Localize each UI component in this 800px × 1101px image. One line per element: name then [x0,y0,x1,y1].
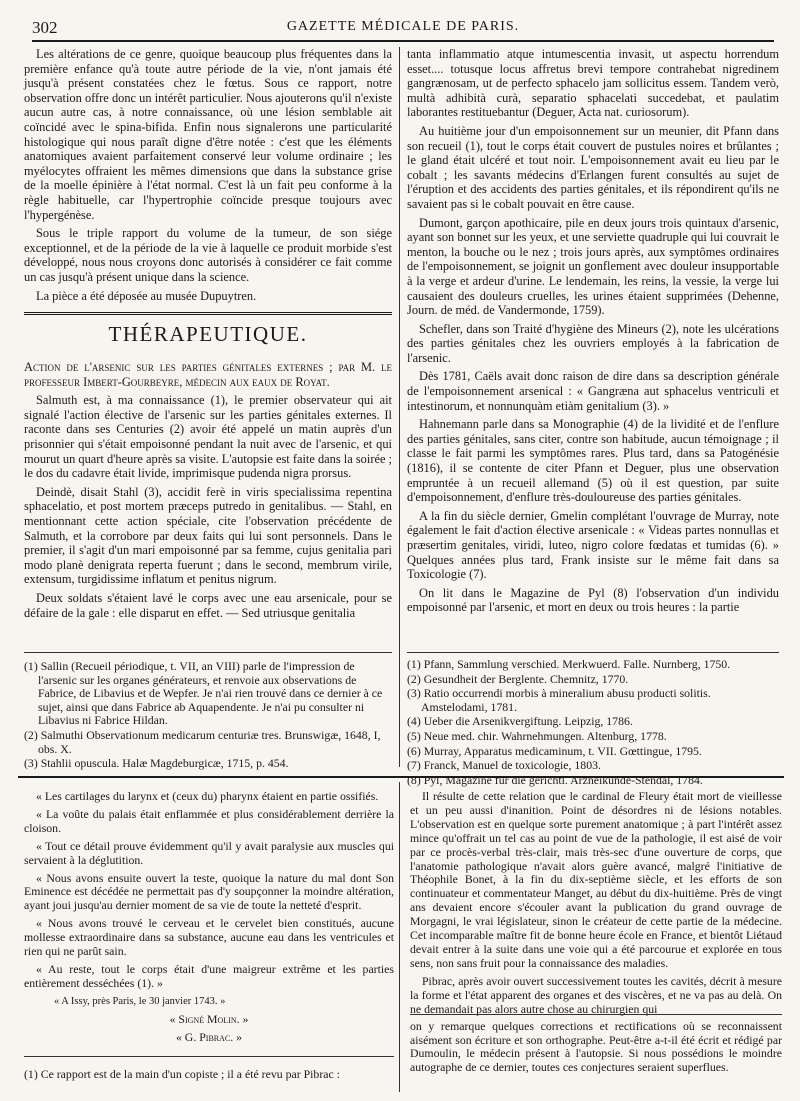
left-column-bottom [24,790,394,1045]
footnote: (3) Stahlii opuscula. Halæ Magdeburgicæ, 1715, p. 454. [24,756,289,771]
article-heading: Action de l'arsenic sur les parties génitales externes ; par M. le professeur Imbert-Gourbeyre, médecin aux eaux de Royat. [24,360,392,389]
paragraph: Schefler, dans son Traité d'hygiène des Mineurs (2), note les ulcérations des parties génitales chez les ouvriers employés à la fabrication de l'arsenic. [407,321,779,365]
paragraph: Il résulte de cette relation que le cardinal de Fleury était mort de vieillesse et un peu aussi d'inanition. Point de désordres ni de lésions notables. L'observation est en quelque sorte purement anatomique ; à part l'intérêt assez mince qu'offrait un tel cas au point de vue de la pathologie, il est aisé de voir par ce procès-verbal très-clair, mais très-sec d'une ouverture de corps, que l'anatomie pathologique n'avait alors guère avancé, malgré l'initiative de Théophile Bonet, à la fin du dix-septième siècle, et les efforts de son continuateur et commentateur Manget, au début du dix-huitième. Près de vingt ans devaient encore s'écouler avant la publication du grand ouvrage de Morgagni, le vrai législateur, sinon le créateur de cette partie de la médecine. Cet incomparable maître fit de bonne heure école en France, et bientôt Liétaud devait entrer à la suite dans une voie qui a été parcourue et explorée en tous sens, non sans fruit pour la connaissance des maladies. [410,789,782,970]
footnote: (6) Murray, Apparatus medicaminum, t. VII. Gœttingue, 1795. [407,743,702,758]
footnote: (1) Pfann, Sammlung verschied. Merkwuerd. Falle. Nurnberg, 1750. [407,657,731,671]
footnotes-left [24,660,392,772]
paragraph: « Au reste, tout le corps était d'une maigreur extrême et les parties entièrement desséchées (1). » [24,961,394,990]
footnote: (1) Sallin (Recueil périodique, t. VII, an VIII) parle de l'impression de l'arsenic sur les organes générateurs, et renvoie aux observations de Fabrice, de Libavius et de Wepfer. Je n'ai rien trouvé dans ce dernier à ce sujet, ainsi que dans Fabrice ab Aquapendente. Je n'ai pu consulter ni Libavius ni Fabrice Hildan. [24,659,383,728]
signature-molin: « Signé Molin. » [169,1011,249,1026]
footnote: (3) Ratio occurrendi morbis à mineralium abusu producti solitis. Amstelodami, 1781. [407,686,711,714]
left-column-top [24,47,392,307]
section-title: THÉRAPEUTIQUE. [108,322,308,346]
footnote: (2) Salmuthi Observationum medicarum centuriæ tres. Brunswigæ, 1648, I, obs. X. [24,727,381,756]
paragraph: Dumont, garçon apothicaire, pile en deux jours trois quintaux d'arsenic, ayant son bonnet sur les yeux, et une serviette quadruple qui lui couvrait le menton, la bouche ou le nez ; trois jours après, aux symptômes ordinaires de l'empoisonnement, se joignit un gonflement avec douleur insupportable à la verge et ardeur d'urine. Le lendemain, les reins, la vessie, la verge lui causaient des douleurs cruelles, les urines étaient supprimées (Dehenne, Journ. de méd. de Vandermonde, 1759). [407,215,779,318]
journal-title: GAZETTE MÉDICALE DE PARIS. [286,19,520,34]
paragraph: On lit dans le Magazine de Pyl (8) l'observation d'un individu empoisonné par l'arsenic, et mort en deux ou trois heures : la partie [407,585,779,615]
paragraph: Salmuth est, à ma connaissance (1), le premier observateur qui ait signalé l'action élective de l'arsenic sur les parties génitales externes. Il raconte dans ses Centuries (2) avoir été appelé un matin auprès d'un prisonnier qui s'était empoisonné pendant la nuit avec de l'arsenic, et qui mourut un quart d'heure après sa visite. L'autopsie est faite dans la soirée ; le dos du cadavre était livide, imprimisque pudenda nigra prorsus. [24,393,392,481]
footnotes-right [407,658,779,788]
paragraph: « Les cartilages du larynx et (ceux du) pharynx étaient en partie ossifiés. [36,789,379,803]
paragraph: Dès 1781, Caëls avait donc raison de dire dans sa description générale de l'empoisonnement arsenical : « Gangræna aut sphacelus ventriculi et intestinorum, et nonnunquàm etiàm genitalium (3). » [407,369,779,413]
page-header [32,16,774,42]
paragraph: Les altérations de ce genre, quoique beaucoup plus fréquentes dans la première enfance qu'à toute autre période de la vie, n'ont jamais été jusqu'à présent constatées chez le fœtus. Sous ce rapport, notre observation offre donc un intérêt particulier. Nous ajouterons qu'il n'existe aucun autre cas, à notre connaissance, où une lésion semblable ait coïncidé avec le spina-bifida. Enfin nous signalerons une particularité histologique qui nous paraît digne d'être notée : c'est que les éléments anatomiques avaient parfaitement conservé leur volume ordinaire ; les myélocytes offraient les mêmes dimensions que dans la substance grise de la moelle épinière à l'état normal. C'est là un fait peu conforme à la règle habituelle, car l'hypertrophie coïncide presque toujours avec l'hypergénèse. [24,47,392,222]
section-divider-middle [18,776,784,778]
footnote: (7) Franck, Manuel de toxicologie, 1803. [407,758,601,773]
paragraph: « Nous avons trouvé le cerveau et le cervelet bien constitués, aucune mollesse extraordinaire dans sa substance, aucune eau dans les ventricules et rien qui ne parût sain. [24,916,394,959]
footnote-rule-left [24,652,392,653]
dateline: « A Issy, près Paris, le 30 janvier 1743. » [54,995,226,1007]
paragraph: Sous le triple rapport du volume de la tumeur, de son siége exceptionnel, et de la période de la vie à laquelle ce produit morbide s'est développé, nous nous croyons donc autorisés à considérer ce fait comme un cas jusqu'à présent unique dans la science. [24,226,392,284]
paragraph: Pibrac, après avoir ouvert successivement toutes les cavités, décrit à mesure la forme et l'état apparent des organes et des viscères, et ne va pas au delà. On ne demandait pas alors autre chose au chirurgien qui [410,973,782,1016]
footnote: (4) Ueber die Arsenikvergiftung. Leipzig, 1786. [407,714,633,729]
paragraph: Au huitième jour d'un empoisonnement sur un meunier, dit Pfann dans son recueil (1), tout le corps était couvert de pustules noires et brûlantes ; le gland était ulcéré et tout noir. L'empoisonnement avait eu lieu par le cobalt ; les savants médecins d'Erlangen furent consultés au sujet de l'éruption et des accidents des parties génitales, et ils répondirent qu'ils ne savaient pas si le cobalt pouvait en être cause. [407,123,779,211]
paragraph: La pièce a été déposée au musée Dupuytren. [36,288,257,303]
page-number: 302 [32,18,58,37]
footnote: (5) Neue med. chir. Wahrnehmungen. Altenburg, 1778. [407,728,667,743]
article-column [24,360,392,624]
paragraph: tanta inflammatio atque intumescentia invasit, ut aspectu horrendum esset.... totusque locus affretus brevi tempore contrahebat nigredinem gangrænosam, ut de perfecto sphacelo jam sollicitus essem. Tandem verò, multà adhibità curà, separatio sphacelati succedebat, et paulatim laborantes restituebantur (Deguer, Acta nat. curiosorum). [407,47,779,120]
footnote: (1) Ce rapport est de la main d'un copiste ; il a été revu par Pibrac : [24,1067,340,1081]
signature-pibrac: « G. Pibrac. » [175,1029,243,1044]
right-column-bottom [410,790,782,1021]
paragraph: Hahnemann parle dans sa Monographie (4) de la lividité et de l'enflure des parties génitales, sans citer, contre son habitude, aucun témoignage ; il classe le fait parmi les symptômes rares. Plus tard, dans sa Patogénésie (1816), il se contente de citer Pfann et Deguer, plus une observation empruntée à un recueil allemand (5) où il est question, par suite d'empoisonnement, d'enflure très-douloureuse des parties génitales. [407,417,779,505]
footnote-bottom-right [410,1020,782,1075]
paragraph: Deindè, disait Stahl (3), accidit ferè in viris specialissima repentina sphacelatio, et post mortem præceps putredo in genitalibus. — Stahl, en mentionnant cette action spéciale, cite l'observation précédente de Salmuth, et la corrobore par deux faits qui lui sont personnels. Dans le premier, il s'agit d'un mari empoisonné par sa femme, cujus genitalia pari modo planè denigrata reperta fuerunt ; dans le second, membrum virile, extensum, turgidissime inflatum et penitus nigrum. [24,484,392,587]
footnote-bottom-left [24,1068,394,1083]
footnote-rule-bottom-right [410,1014,782,1015]
footnote-continuation: on y remarque quelques corrections et rectifications où se reconnaissent aisément son écriture et son orthographe. Peut-être a-t-il été écrit et rédigé par Dumoulin, le médecin présent à l'autopsie. Si nous possédions le moindre autographe de ce dernier, toutes ces conjectures seraient superflues. [410,1019,782,1074]
footnote-rule-bottom-left [24,1056,394,1057]
footnote: (2) Gesundheit der Berglente. Chemnitz, 1770. [407,671,629,686]
right-column-top [407,47,779,619]
column-divider-bottom [399,782,400,1092]
column-divider-top [399,47,400,767]
paragraph: « La voûte du palais était enflammée et plus considérablement derrière la cloison. [24,806,394,835]
footnote-rule-right [407,652,779,653]
paragraph: A la fin du siècle dernier, Gmelin complétant l'ouvrage de Murray, note également le fait d'action élective arsenicale : « Videas partes nonnullas et præsertim genitales, viridi, luteo, nigro colore fœdatas et tumidas (6). » Quelques années plus tard, Frank insiste sur le même fait dans sa Toxicologie (7). [407,508,779,582]
footnote: (8) Pyl, Magazine für die gerichtl. Arzneikunde-Stendal, 1784. [407,772,703,787]
paragraph: « Nous avons ensuite ouvert la teste, quoique la nature du mal dont Son Eminence est décédée ne permettait pas d'y soupçonner la moindre altération, ayant joui jusqu'au dernier moment de sa vie de toute la netteté d'esprit. [24,870,394,913]
paragraph: « Tout ce détail prouve évidemment qu'il y avait paralysie aux muscles qui servaient à la déglutition. [24,838,394,867]
paragraph: Deux soldats s'étaient lavé le corps avec une eau arsenicale, pour se défaire de la gale : elle disparut en effet. — Sed utriusque genitalia [24,590,392,620]
section-rule-top [24,312,392,315]
